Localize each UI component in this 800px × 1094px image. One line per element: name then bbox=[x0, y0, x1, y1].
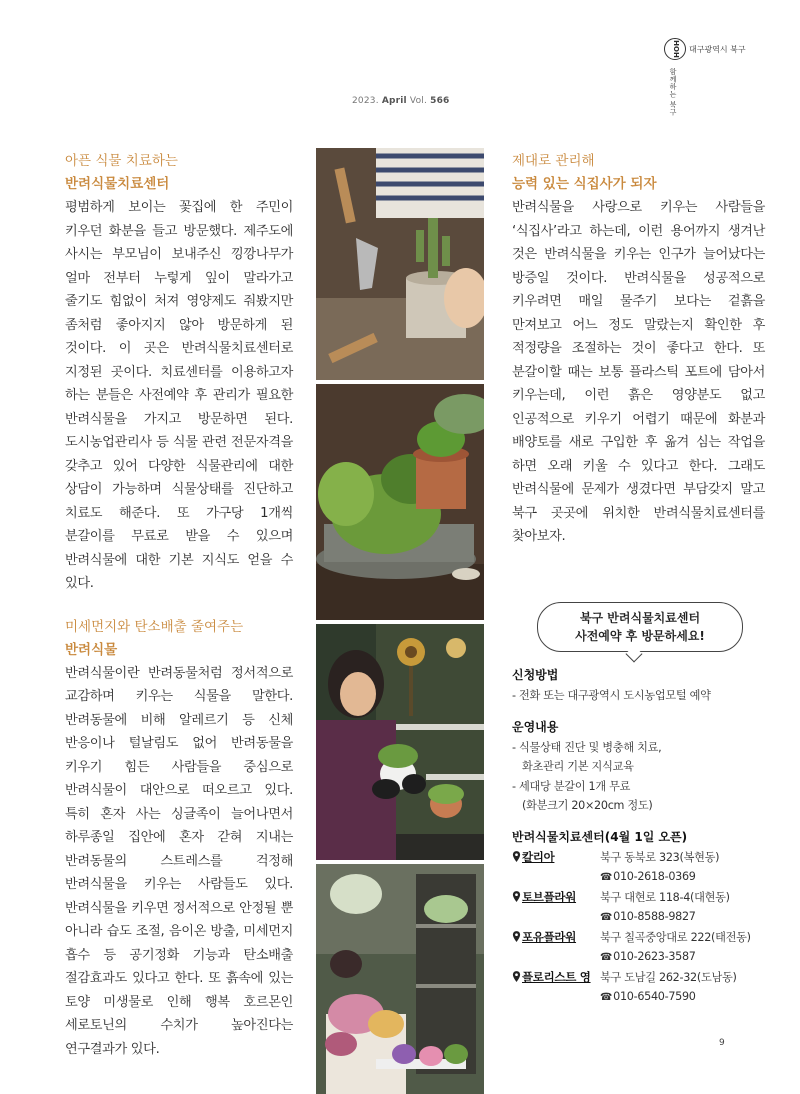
center-item bbox=[512, 968, 762, 1008]
callout-line2: 사전예약 후 방문하세요! bbox=[575, 629, 705, 643]
section1-body: 평범하게 보이는 꽃집에 한 주민이 키우던 화분을 들고 방문했다. 제주도에 사시는 부모님이 보내주신 낑깡나무가 얼마 전부터 누렇게 잎이 말라가고 줄기도 힘없이 처져 영양제도 줘봤지만 좀처럼 좋아지지 않아 방문하게 된 것이다. 이 곳은 반려식물치료센터로 지정된 곳이다. 치료센터를 이용하고자 하는 분들은 사전예약 후 관리가 필요한 반려식물을 가지고 방문하면 된다. 도시농업관리사 등 식물 관련 전문자격을 갖추고 있어 다양한 식물관리에 대한 상담이 가능하며 식물상태를 진단하고 치료도 해준다. 또 가구당 1개씩 분갈이를 무료로 받을 수 있으며 반려식물에 대한 기본 지식도 얻을 수 있다. bbox=[65, 200, 293, 591]
location-pin-icon bbox=[512, 851, 521, 862]
brand-vertical-text: 함께하는 북구 bbox=[669, 68, 677, 116]
issue-year: 2023. bbox=[352, 96, 379, 106]
location-pin-icon bbox=[512, 931, 521, 942]
callout-line1: 북구 반려식물치료센터 bbox=[579, 611, 701, 625]
location-pin-icon bbox=[512, 971, 521, 982]
section2 bbox=[65, 616, 293, 1062]
apply-text: - 전화 또는 대구광역시 도시농업모털 예약 bbox=[512, 689, 711, 702]
center-name: 플로리스트 영 bbox=[522, 969, 591, 984]
section3-body: 반려식물을 사랑으로 키우는 사람들을 ‘식집사’라고 하는데, 이런 용어까지 생겨난 것은 반려식물을 키우는 인구가 늘어났다는 방증일 것이다. 반려식물을 성공적으로 키우려면 매일 물주기 보다는 겉흙을 만져보고 어느 정도 말랐는지 확인한 후 적정량을 조절하는 것이 좋다고 한다. 또 분갈이할 때는 보통 플라스틱 포트에 담아서 키우는데, 이런 흙은 영양분도 없고 인공적으로 키우기 어렵기 때문에 화분과 배양토를 새로 구입한 후 옮겨 심는 작업을 하면 오래 키울 수 있다고 한다. 그래도 반려식물에 문제가 생겼다면 부담갖지 말고 북구 곳곳에 위치한 반려식물치료센터를 찾아보자. bbox=[512, 200, 765, 544]
ops-label: 운영내용 bbox=[512, 719, 559, 734]
section1 bbox=[65, 150, 293, 596]
center-item bbox=[512, 848, 762, 888]
phone-icon: ☎ bbox=[600, 912, 613, 923]
issue-vol-label: Vol. bbox=[409, 96, 428, 106]
photo-repotting bbox=[316, 148, 484, 380]
center-name: 포유플라워 bbox=[522, 929, 577, 944]
center-phone: 010-2623-3587 bbox=[613, 950, 696, 963]
center-address: 북구 동북로 323(복현동) bbox=[600, 850, 720, 864]
photo-shop-worker bbox=[316, 624, 484, 860]
ops-line3: - 세대당 분갈이 1개 무료 bbox=[512, 779, 631, 793]
phone-icon: ☎ bbox=[600, 952, 613, 963]
section2-heading-line2: 반려식물 bbox=[65, 641, 118, 658]
brand-block bbox=[664, 38, 774, 138]
centers-label: 반려식물치료센터(4월 1일 오픈) bbox=[512, 829, 688, 844]
reservation-callout bbox=[537, 602, 743, 652]
issue-vol: 566 bbox=[430, 96, 450, 106]
photo-herbs bbox=[316, 384, 484, 620]
issue-month: April bbox=[381, 96, 407, 106]
section3-heading-line2: 능력 있는 식집사가 되자 bbox=[512, 176, 657, 192]
section3-heading-line1: 제대로 관리해 bbox=[512, 153, 595, 169]
center-phone: 010-6540-7590 bbox=[613, 990, 696, 1003]
center-phone: 010-8588-9827 bbox=[613, 910, 696, 923]
section2-body: 반려식물이란 반려동물처럼 정서적으로 교감하며 키우는 식물을 말한다. 반려동물에 비해 알레르기 등 신체 반응이나 털날림도 없어 반려동물을 키우기 힘든 사람들을 중심으로 반려식물이 대안으로 떠오르고 있다. 특히 혼자 사는 싱글족이 늘어나면서 하루종일 집안에 혼자 갇혀 지내는 반려동물의 스트레스를 걱정해 반려식물을 키우는 사람들도 있다. 반려식물을 키우면 정서적으로 안정될 뿐 아니라 습도 조절, 음이온 방출, 미세먼지 흡수 등 공기정화 기능과 탄소배출 절감효과도 있다고 한다. 또 흙속에 있는 토양 미생물로 인해 행복 호르몬인 세로토닌의 수치가 높아진다는 연구결과가 있다. bbox=[65, 665, 293, 1057]
phone-icon: ☎ bbox=[600, 872, 613, 883]
center-address: 북구 칠곡중앙대로 222(태전동) bbox=[600, 930, 751, 944]
center-item bbox=[512, 888, 762, 928]
photo-flower-shop bbox=[316, 864, 484, 1094]
ops-line2: 화초관리 기본 지식교육 bbox=[522, 760, 634, 773]
right-column bbox=[512, 150, 765, 549]
ops-line4: (화분크기 20×20cm 정도) bbox=[522, 799, 653, 812]
left-column bbox=[65, 150, 293, 1061]
issue-info bbox=[352, 96, 450, 106]
ops-line1: - 식물상태 진단 및 병충해 치료, bbox=[512, 740, 662, 754]
brand-logo: HOH bbox=[664, 38, 686, 60]
center-name: 칼리아 bbox=[522, 849, 555, 864]
center-phone: 010-2618-0369 bbox=[613, 870, 696, 883]
info-block bbox=[512, 664, 762, 1008]
location-pin-icon bbox=[512, 891, 521, 902]
center-name: 토브플라워 bbox=[522, 889, 577, 904]
section1-heading-line2: 반려식물치료센터 bbox=[65, 176, 170, 192]
page-number: 9 bbox=[719, 1038, 725, 1048]
center-list bbox=[512, 848, 762, 1008]
section2-heading-line1: 미세먼지와 탄소배출 줄여주는 bbox=[65, 618, 244, 635]
apply-label: 신청방법 bbox=[512, 668, 559, 682]
center-address: 북구 대현로 118-4(대현동) bbox=[600, 890, 730, 904]
brand-region: 대구광역시 북구 bbox=[689, 45, 746, 54]
photo-column bbox=[316, 148, 484, 1094]
center-address: 북구 도남길 262-32(도남동) bbox=[600, 970, 737, 984]
section1-heading-line1: 아픈 식물 치료하는 bbox=[65, 153, 178, 169]
center-item bbox=[512, 928, 762, 968]
phone-icon: ☎ bbox=[600, 992, 613, 1003]
